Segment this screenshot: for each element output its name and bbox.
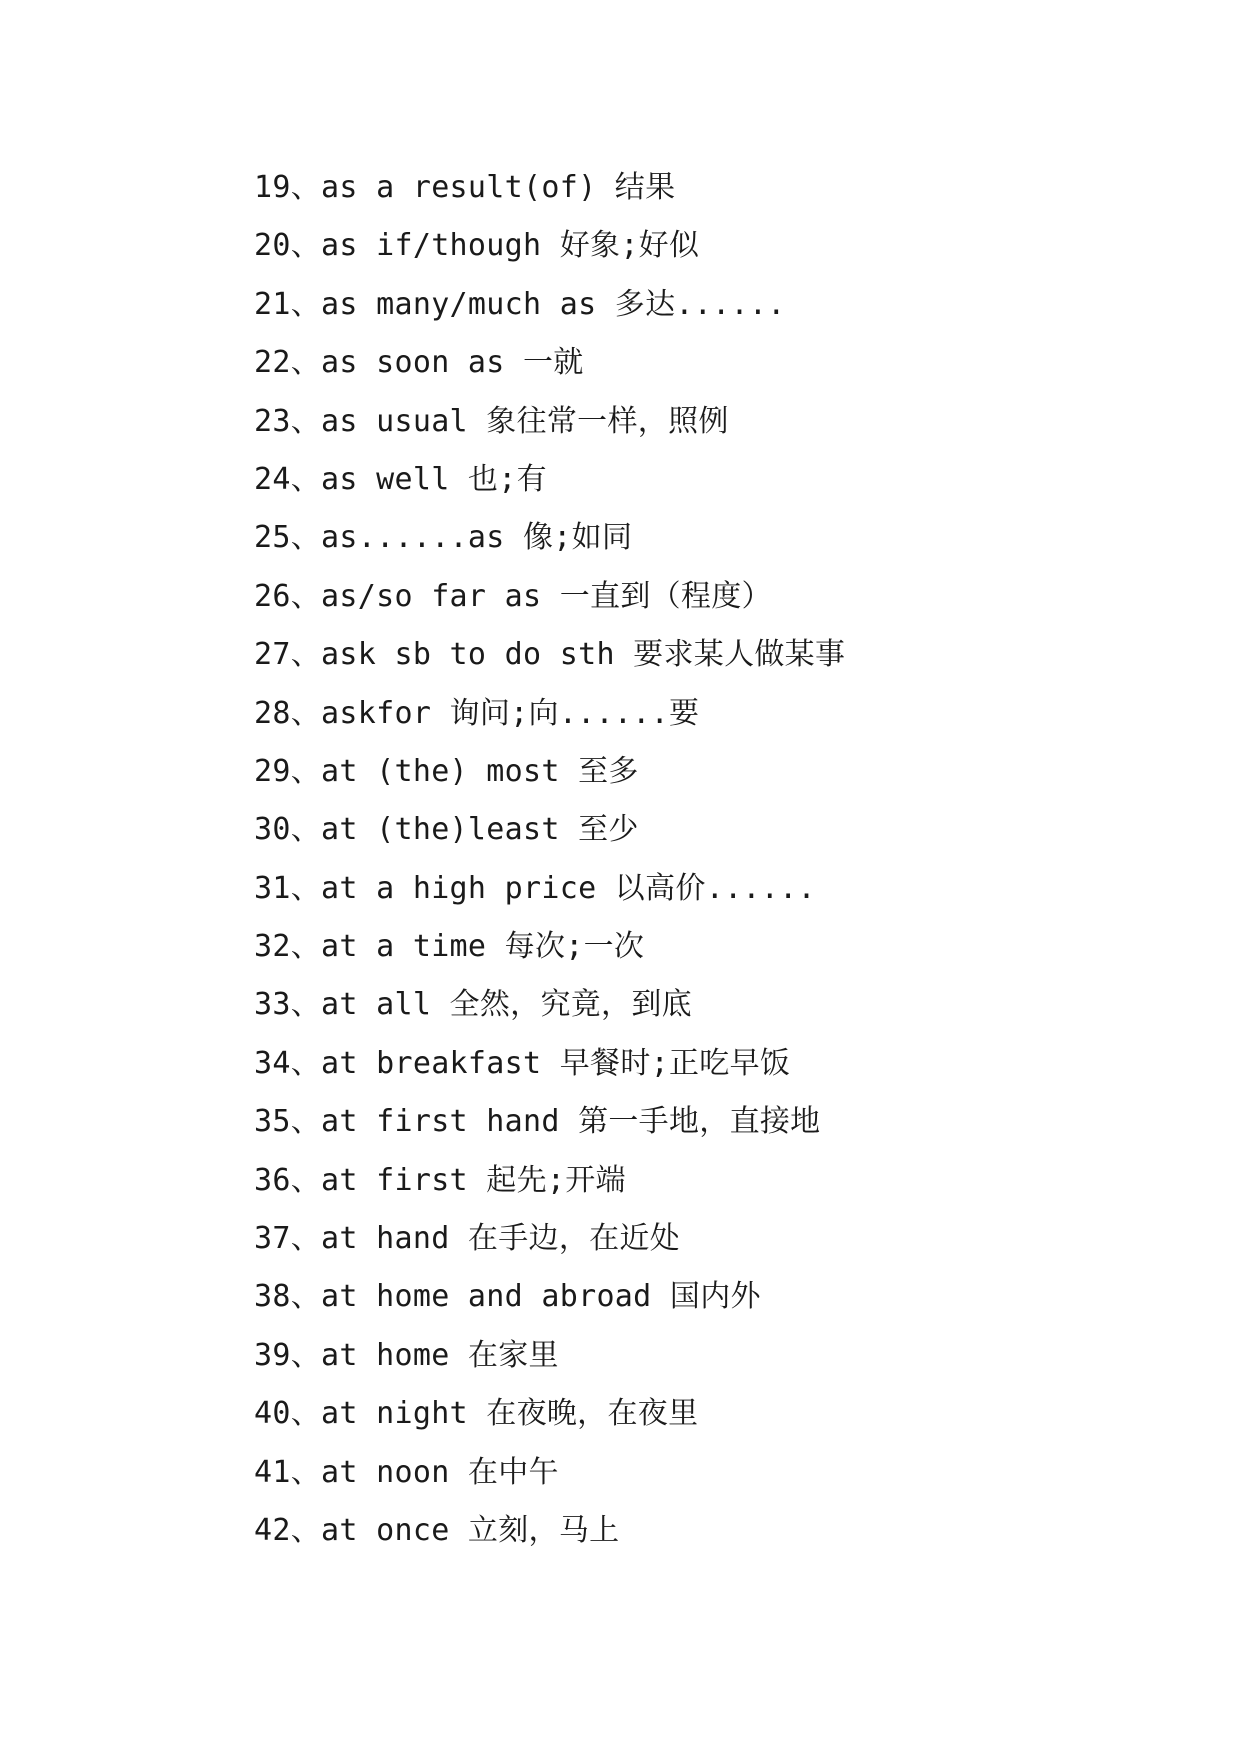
phrase-item: 26、as/so far as 一直到（程度）	[254, 578, 772, 614]
phrase-list	[254, 159, 845, 1560]
phrase-item: 34、at breakfast 早餐时;正吃早饭	[254, 1045, 791, 1081]
phrase-item: 38、at home and abroad 国内外	[254, 1279, 761, 1315]
phrase-item: 40、at night 在夜晚，在夜里	[254, 1396, 699, 1432]
phrase-item: 28、askfor 询问;向......要	[254, 695, 700, 731]
phrase-item: 23、as usual 象往常一样，照例	[254, 403, 729, 439]
phrase-item: 22、as soon as 一就	[254, 345, 584, 381]
phrase-item: 20、as if/though 好象;好似	[254, 228, 700, 264]
phrase-item: 25、as......as 像;如同	[254, 520, 633, 556]
phrase-item: 39、at home 在家里	[254, 1337, 559, 1373]
phrase-item: 36、at first 起先;开端	[254, 1162, 626, 1198]
phrase-item: 21、as many/much as 多达......	[254, 286, 786, 322]
phrase-item: 24、as well 也;有	[254, 461, 547, 497]
phrase-item: 42、at once 立刻，马上	[254, 1512, 620, 1548]
phrase-item: 32、at a time 每次;一次	[254, 929, 645, 965]
phrase-item: 19、as a result(of) 结果	[254, 170, 676, 205]
phrase-item: 27、ask sb to do sth 要求某人做某事	[254, 637, 846, 673]
phrase-item: 33、at all 全然，究竟，到底	[254, 987, 692, 1023]
phrase-item: 29、at (the) most 至多	[254, 753, 639, 789]
phrase-item: 37、at hand 在手边，在近处	[254, 1221, 681, 1257]
phrase-item: 30、at (the)least 至少	[254, 812, 639, 848]
phrase-item: 41、at noon 在中午	[254, 1454, 559, 1490]
phrase-item: 35、at first hand 第一手地，直接地	[254, 1104, 821, 1140]
phrase-item: 31、at a high price 以高价......	[254, 870, 816, 906]
